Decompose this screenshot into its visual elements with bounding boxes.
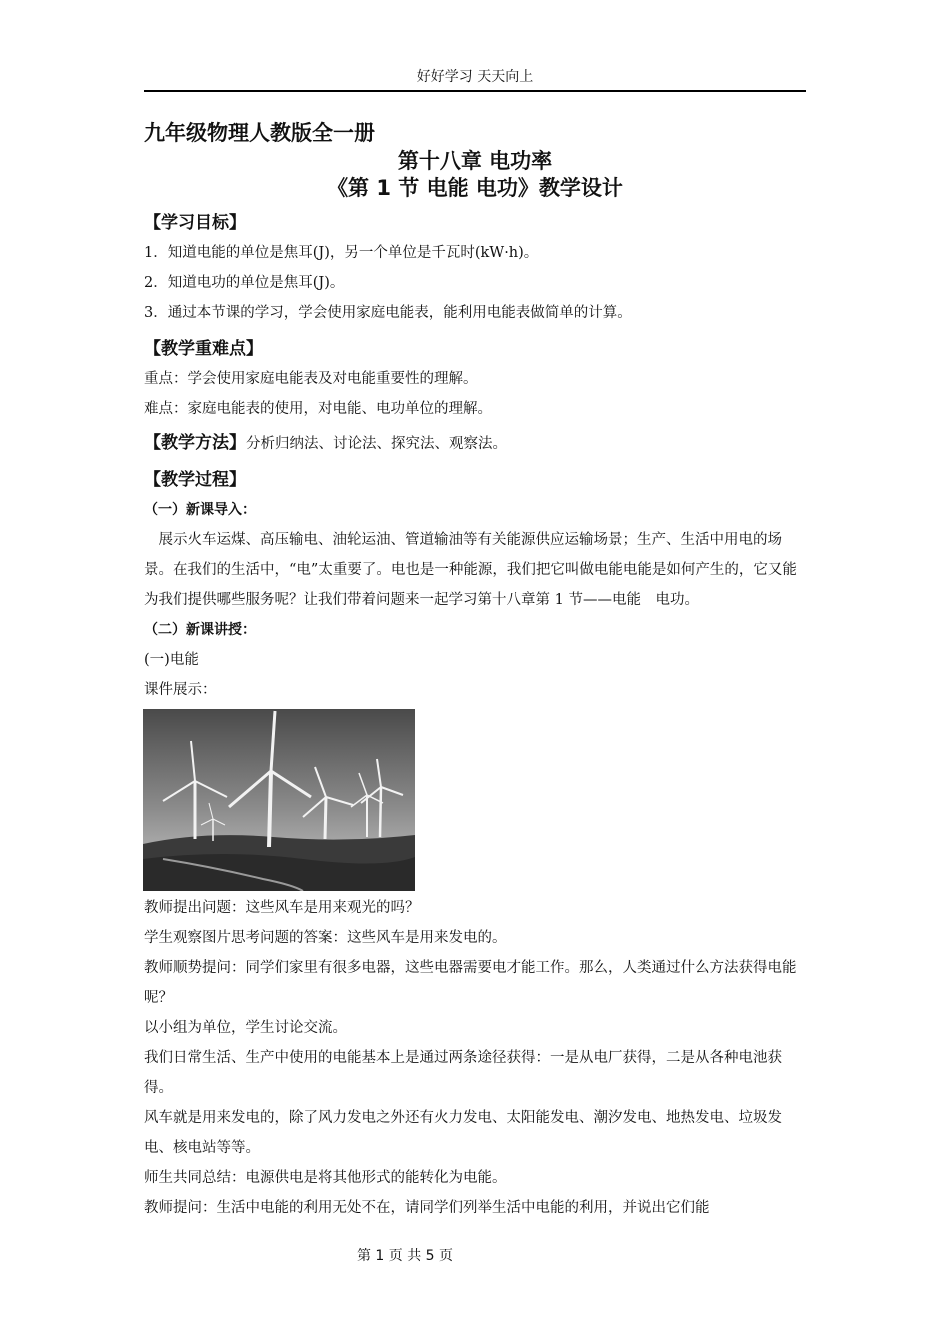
methods-text: 分析归纳法、讨论法、探究法、观察法。: [246, 436, 507, 452]
lesson-title: 《第 1 节 电能 电功》教学设计: [327, 176, 623, 200]
intro-text: 展示火车运煤、高压输电、油轮运油、管道输油等有关能源供应运输场景；生产、生活中用电的场景。在我们的生活中，“电”太重要了。电也是一种能源，我们把它叫做电能电能是如何产生的，它又能为我们提供哪些服务呢？让我们带着问题来一起学习第十八章第 1 节——电能 电功。: [144, 532, 797, 608]
intro-heading: （一）新课导入：: [144, 502, 256, 518]
body-paragraph: 教师提问：生活中电能的利用无处不在，请同学们列举生活中电能的利用，并说出它们能: [144, 1200, 710, 1216]
methods-heading: 【教学方法】: [144, 433, 246, 453]
key-points-heading: 【教学重难点】: [144, 339, 263, 359]
subsection-title: (一)电能: [144, 652, 199, 668]
key-point-focus: 重点：学会使用家庭电能表及对电能重要性的理解。: [144, 371, 478, 387]
page-header: 好好学习 天天向上: [144, 66, 806, 92]
body-paragraph: 师生共同总结：电源供电是将其他形式的能转化为电能。: [144, 1170, 507, 1186]
body-paragraph: 风车就是用来发电的，除了风力发电之外还有火力发电、太阳能发电、潮汐发电、地热发电、垃圾发电、核电站等等。: [144, 1110, 782, 1156]
teach-heading: （二）新课讲授：: [144, 622, 256, 638]
process-heading: 【教学过程】: [144, 470, 246, 490]
wind-turbines-image: [143, 709, 415, 891]
document-body: [144, 110, 806, 1223]
body-paragraph: 学生观察图片思考问题的答案：这些风车是用来发电的。: [144, 930, 507, 946]
objectives-heading: 【学习目标】: [144, 213, 246, 233]
page-footer: 第 1 页 共 5 页: [356, 1248, 454, 1264]
objective-item: 2．知道电功的单位是焦耳(J)。: [144, 275, 345, 291]
document-title: 九年级物理人教版全一册: [144, 121, 375, 145]
body-paragraph: 教师提出问题：这些风车是用来观光的吗？: [144, 900, 420, 916]
body-paragraph: 以小组为单位，学生讨论交流。: [144, 1020, 347, 1036]
courseware-label: 课件展示：: [144, 682, 217, 698]
key-point-difficulty: 难点：家庭电能表的使用，对电能、电功单位的理解。: [144, 401, 492, 417]
chapter-title: 第十八章 电功率: [397, 149, 553, 173]
body-paragraph: 我们日常生活、生产中使用的电能基本上是通过两条途径获得：一是从电厂获得，二是从各种电池获得。: [144, 1050, 782, 1096]
objective-item: 3．通过本节课的学习，学会使用家庭电能表，能利用电能表做简单的计算。: [144, 305, 632, 321]
objective-item: 1．知道电能的单位是焦耳(J)，另一个单位是千瓦时(kW·h)。: [144, 245, 539, 261]
methods-paragraph: [144, 428, 806, 459]
body-paragraph: 教师顺势提问：同学们家里有很多电器，这些电器需要电才能工作。那么，人类通过什么方法获得电能呢？: [144, 960, 797, 1006]
